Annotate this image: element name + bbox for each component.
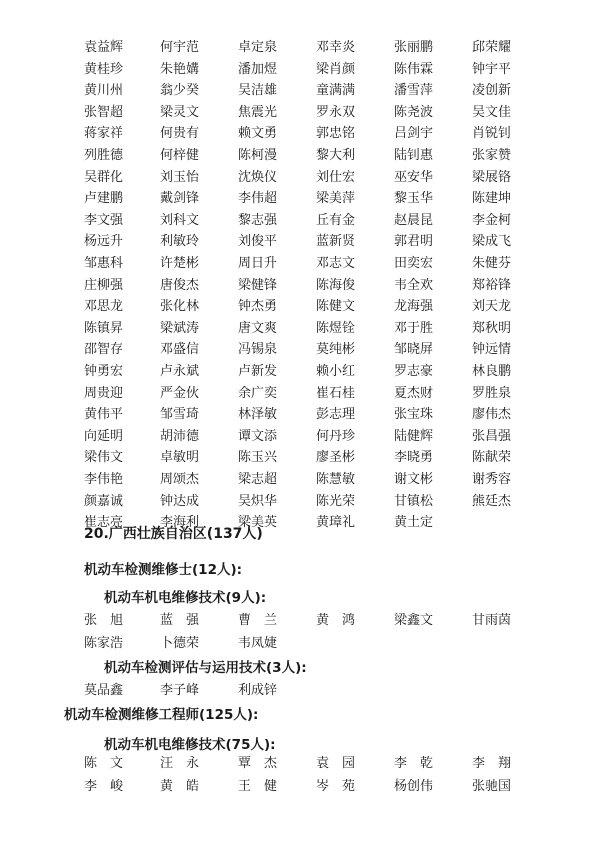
- person-name: 梁美萍: [316, 191, 356, 207]
- person-name: 梁成飞: [472, 234, 512, 250]
- person-name: 钟勇宏: [84, 364, 124, 379]
- person-name: 庄柳强: [84, 277, 124, 293]
- person-name: 邓盛信: [160, 342, 200, 358]
- person-name: 吴文佳: [472, 104, 512, 120]
- person-name: 蓝 强: [160, 613, 200, 628]
- person-name: 梁志超: [238, 472, 278, 487]
- person-name: 黄川州: [84, 83, 124, 99]
- person-name: 卓敏明: [160, 450, 200, 466]
- person-name: 张昌强: [472, 428, 512, 444]
- person-name: 吴炽华: [238, 493, 278, 509]
- person-name: 李 翔: [472, 756, 512, 771]
- person-name: 郭君明: [394, 234, 434, 250]
- person-name: 周贵迎: [84, 385, 124, 401]
- person-name: 陈海俊: [316, 277, 356, 293]
- person-name: 梁斌涛: [160, 320, 200, 336]
- person-name: 罗志豪: [394, 364, 434, 379]
- person-name: 黄桂珍: [84, 61, 124, 77]
- person-name: 梁健锋: [238, 277, 278, 293]
- person-name: 张丽鹏: [394, 40, 434, 55]
- person-name: 肖锐钊: [472, 126, 512, 142]
- person-name: 陈献荣: [472, 450, 512, 466]
- person-name: 陈镇昇: [84, 320, 124, 336]
- person-name: 翁少癸: [160, 83, 200, 99]
- person-name: 陈柯漫: [238, 148, 278, 163]
- person-name: 邱荣耀: [472, 40, 512, 55]
- person-name: 陈健文: [316, 299, 356, 315]
- person-name: 刘天龙: [472, 299, 512, 315]
- level1-title: 机动车检测维修士(12人):: [84, 562, 243, 578]
- person-name: 梁展铬: [472, 169, 512, 185]
- person-name: 王 健: [238, 779, 278, 794]
- person-name: 潘雪萍: [394, 83, 434, 99]
- person-name: 何贵有: [160, 126, 200, 142]
- person-name: 赖文勇: [238, 126, 278, 142]
- person-name: 何丹珍: [316, 428, 356, 444]
- person-name: 崔志亮: [84, 515, 124, 531]
- person-name: 卢永斌: [160, 364, 200, 379]
- person-name: 朱健芬: [472, 256, 512, 271]
- person-name: 赖小红: [316, 364, 356, 379]
- person-name: 黄璋礼: [316, 515, 356, 531]
- person-name: 陈家浩: [84, 636, 124, 651]
- person-name: 陈煜铨: [316, 320, 356, 336]
- person-name: 甘镇松: [394, 493, 434, 509]
- person-name: 熊廷杰: [472, 493, 512, 509]
- person-name: 陈光荣: [316, 493, 356, 509]
- person-name: 陆健辉: [394, 428, 434, 444]
- person-name: 郑裕锋: [472, 277, 512, 293]
- person-name: 焦震光: [238, 104, 278, 120]
- person-name: 戴剑锋: [160, 191, 200, 207]
- person-name: 何宇范: [160, 40, 200, 55]
- person-name: 丘有金: [316, 212, 356, 228]
- person-name: 黄土定: [394, 515, 434, 531]
- person-name: 郭忠铭: [316, 126, 356, 142]
- person-name: 列胜德: [84, 148, 124, 163]
- person-name: 余广奕: [238, 385, 278, 401]
- person-name: 岑 苑: [316, 779, 356, 794]
- person-name: 钟远情: [472, 342, 512, 358]
- person-name: 李 乾: [394, 756, 434, 771]
- person-name: 廖圣彬: [316, 450, 356, 466]
- person-name: 朱艳媾: [160, 61, 200, 77]
- person-name: 许楚彬: [160, 256, 200, 271]
- person-name: 黎玉华: [394, 191, 434, 207]
- person-name: 张智超: [84, 104, 124, 120]
- person-name: 汪 永: [160, 756, 200, 771]
- person-name: 梁鑫文: [394, 613, 434, 628]
- person-name: 巫安华: [394, 169, 434, 185]
- person-name: 张家赞: [472, 148, 512, 163]
- person-name: 梁伟文: [84, 450, 124, 466]
- person-name: 梁灵文: [160, 104, 200, 120]
- person-name: 甘雨茵: [472, 613, 512, 628]
- person-name: 李晓勇: [394, 450, 434, 466]
- person-name: 卜德荣: [160, 636, 200, 651]
- person-name: 韦全欢: [394, 277, 434, 293]
- person-name: 曹 兰: [238, 613, 278, 628]
- person-name: 童满满: [316, 83, 356, 99]
- person-name: 邓幸炎: [316, 40, 356, 55]
- person-name: 卢建鹏: [84, 191, 124, 207]
- person-name: 赵晨昆: [394, 212, 434, 228]
- person-name: 莫纯彬: [316, 342, 356, 358]
- l2-major1-title: 机动车机电维修技术(75人):: [104, 737, 276, 753]
- person-name: 梁美英: [238, 515, 278, 531]
- person-name: 黎志强: [238, 212, 278, 228]
- person-name: 覃 杰: [238, 756, 278, 771]
- person-name: 彭志理: [316, 407, 356, 423]
- section-title: 20.广西壮族自治区(137人): [84, 526, 263, 542]
- person-name: 谢文彬: [394, 472, 434, 487]
- person-name: 邹雪琦: [160, 407, 200, 423]
- person-name: 周颂杰: [160, 472, 200, 487]
- person-name: 吴群化: [84, 169, 124, 185]
- person-name: 唐文爽: [238, 320, 278, 336]
- person-name: 邓志文: [316, 256, 356, 271]
- person-name: 李海利: [160, 515, 200, 531]
- person-name: 谢秀容: [472, 472, 512, 487]
- person-name: 崔石桂: [316, 385, 356, 401]
- person-name: 廖伟杰: [472, 407, 512, 423]
- person-name: 杨创伟: [394, 779, 434, 794]
- person-name: 张化林: [160, 299, 200, 315]
- person-name: 张 旭: [84, 613, 124, 628]
- person-name: 张宝珠: [394, 407, 434, 423]
- person-name: 陆钊惠: [394, 148, 434, 163]
- person-name: 黎大利: [316, 148, 356, 163]
- person-name: 卓定泉: [238, 40, 278, 55]
- person-name: 胡沛德: [160, 428, 200, 444]
- person-name: 陈伟霖: [394, 61, 434, 77]
- l1-major2-title: 机动车检测评估与运用技术(3人):: [104, 660, 307, 676]
- person-name: 刘玉怡: [160, 169, 200, 185]
- person-name: 邵智存: [84, 342, 124, 358]
- person-name: 陈尧波: [394, 104, 434, 120]
- person-name: 唐俊杰: [160, 277, 200, 293]
- person-name: 吕剑宇: [394, 126, 434, 142]
- person-name: 潘加煜: [238, 61, 278, 77]
- person-name: 钟杰勇: [238, 299, 278, 315]
- person-name: 邓思龙: [84, 299, 124, 315]
- person-name: 李伟艳: [84, 472, 124, 487]
- person-name: 黄 鸿: [316, 613, 356, 628]
- person-name: 沈焕仪: [238, 169, 278, 185]
- person-name: 陈慧敏: [316, 472, 356, 487]
- person-name: 周日升: [238, 256, 278, 271]
- person-name: 郑秋明: [472, 320, 512, 336]
- person-name: 林良鹏: [472, 364, 512, 379]
- person-name: 林泽敏: [238, 407, 278, 423]
- person-name: 陈建坤: [472, 191, 512, 207]
- person-name: 邹晓屏: [394, 342, 434, 358]
- person-name: 袁 园: [316, 756, 356, 771]
- person-name: 钟达成: [160, 493, 200, 509]
- person-name: 莫品鑫: [84, 683, 124, 698]
- person-name: 钟宇平: [472, 61, 512, 77]
- person-name: 颜嘉诚: [84, 493, 124, 509]
- person-name: 韦凤婕: [238, 636, 278, 651]
- person-name: 田奕宏: [394, 256, 434, 271]
- person-name: 张驰国: [472, 779, 512, 794]
- person-name: 刘仕宏: [316, 169, 356, 185]
- person-name: 陈 文: [84, 756, 124, 771]
- person-name: 何梓健: [160, 148, 200, 163]
- person-name: 杨远升: [84, 234, 124, 250]
- person-name: 李子峰: [160, 683, 200, 698]
- person-name: 袁益辉: [84, 40, 124, 55]
- person-name: 邓于胜: [394, 320, 434, 336]
- person-name: 李伟超: [238, 191, 278, 207]
- person-name: 李金柯: [472, 212, 512, 228]
- level2-title: 机动车检测维修工程师(125人):: [64, 707, 259, 723]
- person-name: 黄 皓: [160, 779, 200, 794]
- person-name: 龙海强: [394, 299, 434, 315]
- person-name: 李文强: [84, 212, 124, 228]
- person-name: 向延明: [84, 428, 124, 444]
- person-name: 黄伟平: [84, 407, 124, 423]
- person-name: 卢新发: [238, 364, 278, 379]
- person-name: 陈玉兴: [238, 450, 278, 466]
- person-name: 蓝新贤: [316, 234, 356, 250]
- person-name: 蒋家祥: [84, 126, 124, 142]
- person-name: 罗胜泉: [472, 385, 512, 401]
- person-name: 刘俊平: [238, 234, 278, 250]
- person-name: 梁肖颜: [316, 61, 356, 77]
- person-name: 凌创新: [472, 83, 512, 99]
- person-name: 利成锌: [238, 683, 278, 698]
- l1-major1-title: 机动车机电维修技术(9人):: [104, 590, 267, 606]
- person-name: 邹惠科: [84, 256, 124, 271]
- person-name: 吴洁雄: [238, 83, 278, 99]
- person-name: 谭文添: [238, 428, 278, 444]
- person-name: 夏杰财: [394, 385, 434, 401]
- person-name: 刘科文: [160, 212, 200, 228]
- person-name: 李 峻: [84, 779, 124, 794]
- person-name: 罗永双: [316, 104, 356, 120]
- person-name: 冯锡泉: [238, 342, 278, 358]
- person-name: 利敏玲: [160, 234, 200, 250]
- person-name: 严金伙: [160, 385, 200, 401]
